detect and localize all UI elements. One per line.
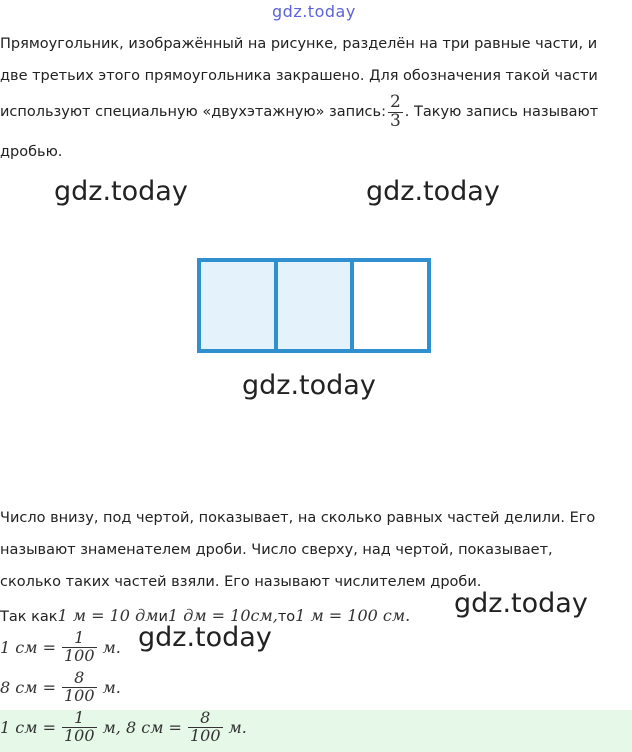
intro-line-3-tail: . Такую запись называют bbox=[404, 104, 599, 121]
explain-line-2: называют знаменателем дроби. Число сверху, над чертой, показывает, bbox=[0, 542, 553, 558]
since-expr-1: 1 м = 10 дм bbox=[57, 606, 159, 625]
watermark: gdz.today bbox=[242, 370, 376, 401]
final-fraction-1 bbox=[62, 710, 97, 745]
final-left-1: 1 см = bbox=[0, 717, 56, 737]
fraction-two-thirds bbox=[388, 94, 403, 131]
equation-1-fraction bbox=[62, 630, 97, 665]
watermark: gdz.today bbox=[454, 588, 588, 619]
equation-2 bbox=[0, 670, 121, 705]
final-mid: м, 8 см = bbox=[102, 717, 182, 737]
final-numerator-2: 8 bbox=[200, 708, 211, 727]
since-expr-2: 1 дм = 10см, bbox=[167, 606, 278, 625]
watermark: gdz.today bbox=[366, 176, 500, 207]
explain-line-3: сколько таких частей взяли. Его называют числителем дроби. bbox=[0, 574, 482, 590]
final-numerator-1: 1 bbox=[74, 708, 85, 727]
equation-1 bbox=[0, 630, 121, 665]
watermark: gdz.today bbox=[138, 622, 272, 653]
fraction-numerator: 2 bbox=[389, 92, 401, 112]
intro-line-1: Прямоугольник, изображённый на рисунке, разделён на три равные части, и bbox=[0, 36, 598, 52]
equation-1-left: 1 см = bbox=[0, 637, 56, 657]
fraction-rectangle-figure bbox=[197, 258, 431, 353]
final-denominator-2: 100 bbox=[189, 725, 221, 745]
explain-line-1: Число внизу, под чертой, показывает, на сколько равных частей делили. Его bbox=[0, 510, 596, 526]
equation-1-unit: м. bbox=[102, 637, 121, 657]
since-expr-3: 1 м = 100 см. bbox=[295, 606, 411, 625]
final-answer bbox=[0, 710, 247, 745]
equation-2-numerator: 8 bbox=[74, 668, 85, 687]
site-logo[interactable]: gdz.today bbox=[272, 2, 356, 21]
watermark: gdz.today bbox=[54, 176, 188, 207]
final-unit: м. bbox=[228, 717, 247, 737]
since-prefix: Так как bbox=[0, 609, 58, 625]
rectangle-part-shaded bbox=[201, 262, 274, 349]
final-denominator-1: 100 bbox=[63, 725, 95, 745]
intro-line-2: две третьих этого прямоугольника закрашено. Для обозначения такой части bbox=[0, 68, 598, 84]
since-then: то bbox=[277, 609, 296, 625]
equation-2-fraction bbox=[62, 670, 97, 705]
rectangle-part-shaded bbox=[274, 262, 351, 349]
equation-1-numerator: 1 bbox=[74, 628, 85, 647]
rectangle-part-empty bbox=[350, 262, 427, 349]
intro-line-4: дробью. bbox=[0, 144, 63, 160]
equation-2-denominator: 100 bbox=[63, 685, 95, 705]
fraction-denominator: 3 bbox=[389, 110, 401, 131]
equation-2-unit: м. bbox=[102, 677, 121, 697]
equation-1-denominator: 100 bbox=[63, 645, 95, 665]
intro-line-3 bbox=[0, 94, 598, 131]
equation-2-left: 8 см = bbox=[0, 677, 56, 697]
since-and: и bbox=[158, 609, 168, 625]
final-fraction-2 bbox=[188, 710, 223, 745]
intro-line-3-text: используют специальную «двухэтажную» запись: bbox=[0, 104, 386, 121]
